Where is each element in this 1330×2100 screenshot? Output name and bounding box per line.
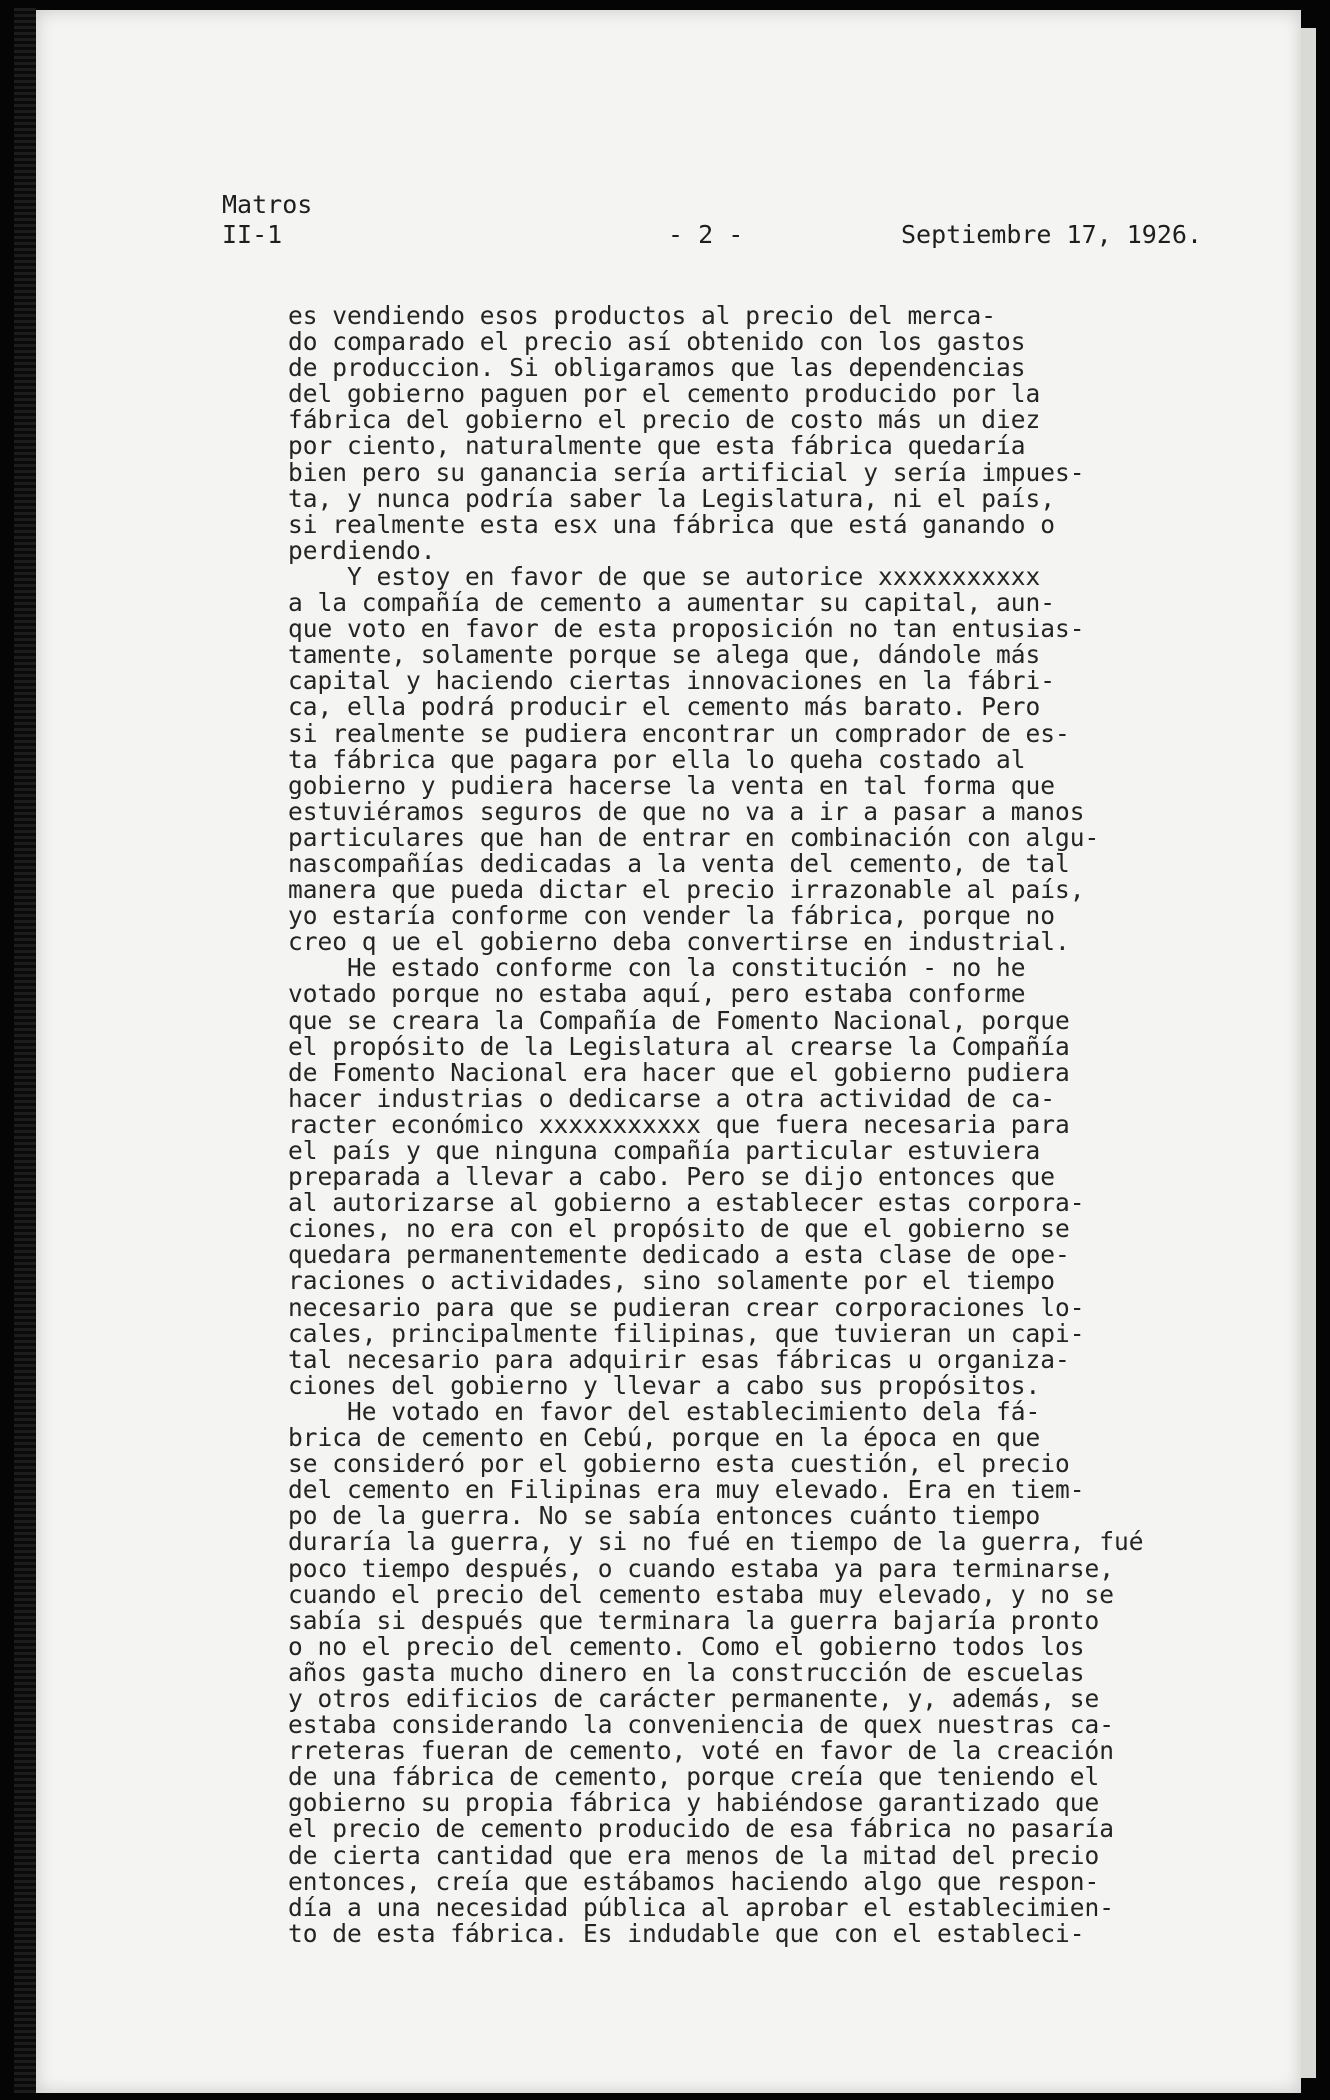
text-line: al autorizarse al gobierno a establecer estas corpora-	[288, 1188, 1085, 1218]
text-line: do comparado el precio así obtenido con los gastos	[288, 327, 1026, 357]
page-stack-edge	[14, 8, 36, 2093]
text-line: si realmente se pudiera encontrar un comprador de es-	[288, 718, 1070, 748]
text-line: por ciento, naturalmente que esta fábrica quedaría	[288, 431, 1026, 461]
text-line: tamente, solamente porque se alega que, dándole más	[288, 640, 1041, 670]
text-line: ciones, no era con el propósito de que el gobierno se	[288, 1214, 1070, 1244]
header-name: Matros	[222, 190, 313, 219]
document-body	[288, 303, 1148, 1947]
text-line: Y estoy en favor de que se autorice xxxxxxxxxxx	[288, 561, 1041, 591]
text-line: estaba considerando la conveniencia de quex nuestras ca-	[288, 1710, 1115, 1740]
text-line: cales, principalmente filipinas, que tuvieran un capi-	[288, 1318, 1085, 1348]
text-line: rreteras fueran de cemento, voté en favor de la creación	[288, 1736, 1115, 1766]
text-line: nascompañías dedicadas a la venta del cemento, de tal	[288, 848, 1070, 878]
text-line: racter económico xxxxxxxxxxx que fuera necesaria para	[288, 1109, 1070, 1139]
text-line: ta, y nunca podría saber la Legislatura, ni el país,	[288, 483, 1056, 513]
text-line: quedara permanentemente dedicado a esta clase de ope-	[288, 1240, 1070, 1270]
text-line: bien pero su ganancia sería artificial y sería impues-	[288, 457, 1085, 487]
text-line: brica de cemento en Cebú, porque en la época en que	[288, 1423, 1041, 1453]
text-line: He estado conforme con la constitución - no he	[288, 953, 1026, 983]
text-line: gobierno su propia fábrica y habiéndose garantizado que	[288, 1788, 1100, 1818]
text-line: preparada a llevar a cabo. Pero se dijo entonces que	[288, 1162, 1056, 1192]
text-line: ciones del gobierno y llevar a cabo sus propósitos.	[288, 1370, 1041, 1400]
text-line: que se creara la Compañía de Fomento Nacional, porque	[288, 1005, 1070, 1035]
text-line: ta fábrica que pagara por ella lo queha costado al	[288, 744, 1026, 774]
header-date: Septiembre 17, 1926.	[900, 220, 1202, 249]
text-line: años gasta mucho dinero en la construcción de escuelas	[288, 1657, 1085, 1687]
text-line: día a una necesidad pública al aprobar el establecimien-	[288, 1892, 1115, 1922]
text-line: ca, ella podrá producir el cemento más barato. Pero	[288, 692, 1041, 722]
header-page-number: - 2 -	[668, 220, 744, 249]
text-line: del cemento en Filipinas era muy elevado. Era en tiem-	[288, 1475, 1085, 1505]
header-section: II-1	[222, 220, 283, 249]
text-line: de Fomento Nacional era hacer que el gobierno pudiera	[288, 1057, 1070, 1087]
text-line: el país y que ninguna compañía particular estuviera	[288, 1136, 1041, 1165]
text-line: votado porque no estaba aquí, pero estaba conforme	[288, 979, 1026, 1009]
text-line: entonces, creía que estábamos haciendo algo que respon-	[288, 1866, 1100, 1896]
text-line: sabía si después que terminara la guerra bajaría pronto	[288, 1605, 1100, 1635]
text-line: gobierno y pudiera hacerse la venta en tal forma que	[288, 770, 1056, 800]
text-line: po de la guerra. No se sabía entonces cuánto tiempo	[288, 1501, 1041, 1531]
text-line: particulares que han de entrar en combinación con algu-	[288, 822, 1100, 852]
text-line: capital y haciendo ciertas innovaciones en la fábri-	[288, 666, 1056, 696]
text-line: raciones o actividades, sino solamente por el tiempo	[288, 1266, 1056, 1296]
text-line: manera que pueda dictar el precio irrazonable al país,	[288, 875, 1085, 905]
text-line: o no el precio del cemento. Como el gobierno todos los	[288, 1631, 1085, 1661]
text-line: de una fábrica de cemento, porque creía que teniendo el	[288, 1762, 1100, 1792]
text-line: necesario para que se pudieran crear corporaciones lo-	[288, 1292, 1085, 1322]
text-line: duraría la guerra, y si no fué en tiempo de la guerra, fué	[288, 1527, 1144, 1557]
text-line: hacer industrias o dedicarse a otra actividad de ca-	[288, 1083, 1056, 1113]
text-line: el propósito de la Legislatura al crearse la Compañía	[288, 1031, 1070, 1061]
text-line: creo q ue el gobierno deba convertirse en industrial.	[288, 927, 1070, 957]
text-line: si realmente esta esx una fábrica que está ganando o	[288, 509, 1056, 539]
text-line: que voto en favor de esta proposición no tan entusias-	[288, 614, 1085, 644]
text-line: perdiendo.	[288, 535, 436, 565]
text-line: yo estaría conforme con vender la fábrica, porque no	[288, 901, 1056, 931]
text-line: se consideró por el gobierno esta cuestión, el precio	[288, 1449, 1070, 1479]
text-line: a la compañía de cemento a aumentar su capital, aun-	[288, 588, 1056, 618]
text-line: poco tiempo después, o cuando estaba ya para terminarse,	[288, 1553, 1115, 1583]
text-line: y otros edificios de carácter permanente, y, además, se	[288, 1683, 1100, 1713]
text-line: cuando el precio del cemento estaba muy elevado, y no se	[288, 1579, 1115, 1609]
text-line: el precio de cemento producido de esa fábrica no pasaría	[288, 1814, 1115, 1844]
text-line: de produccion. Si obligaramos que las dependencias	[288, 353, 1026, 383]
text-line: es vendiendo esos productos al precio del merca-	[288, 301, 997, 330]
text-line: fábrica del gobierno el precio de costo más un diez	[288, 405, 1041, 435]
text-line: He votado en favor del establecimiento dela fá-	[288, 1396, 1041, 1426]
text-line: estuviéramos seguros de que no va a ir a pasar a manos	[288, 796, 1085, 826]
text-line: to de esta fábrica. Es indudable que con el estableci-	[288, 1918, 1085, 1948]
text-line: tal necesario para adquirir esas fábricas u organiza-	[288, 1344, 1070, 1374]
text-line: de cierta cantidad que era menos de la mitad del precio	[288, 1840, 1100, 1870]
text-line: del gobierno paguen por el cemento producido por la	[288, 379, 1041, 409]
